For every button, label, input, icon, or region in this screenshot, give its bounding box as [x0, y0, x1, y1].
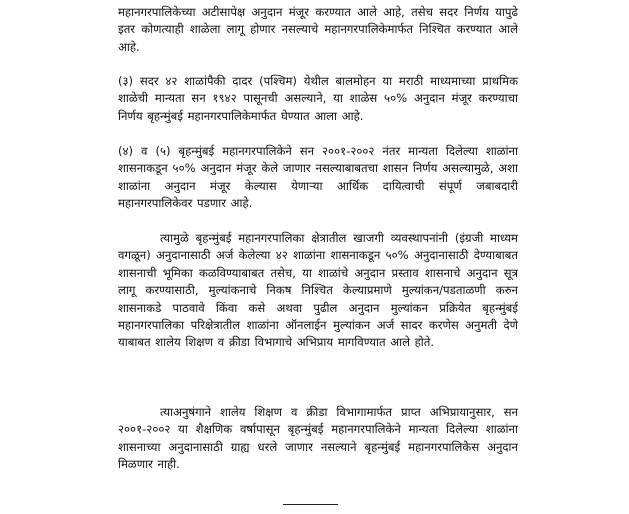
- end-of-text-rule: [283, 504, 338, 505]
- paragraph-request: त्यामुळे बृहन्मुंबई महानगरपालिका क्षेत्रातील खाजगी व्यवस्थापनांनी (इंग्रजी माध्यम वगळून) अनुदानासाठी अर्ज केलेल्या ४२ शाळांना शासनाकडून ५०% अनुदानासाठी देण्याबाबत शासनाची भूमिका कळविण्याबाबत तसेच, या शाळांचे अनुदान प्रस्ताव शासनाचे अनुदान सूत्र लागू करण्यासाठी, मुल्यांकनाचे निकष निश्चित केल्याप्रमाणे मुल्यांकन/पडताळणी करुन शासनाकडे पाठवावे किंवा कसे अथवा पुढील अनुदान मुल्यांकन प्रक्रियेत बृहन्मुंबई महानगरपालिका परिक्षेत्रातील शाळांना ऑनलाईन मुल्यांकन अर्ज सादर करणेस अनुमती देणे याबाबत शालेय शिक्षण व क्रीडा विभागाचे अभिप्राय मागविण्यात आले होते.: [118, 231, 519, 350]
- paragraph-point-3: (३) सदर ४२ शाळांपैकी दादर (पश्चिम) येथील बालमोहन या मराठी माध्यमाच्या प्राथमिक शाळेची मान्यता सन १९४२ पासूनची असल्याने, या शाळेस ५०% अनुदान मंजूर करण्याचा निर्णय बृहन्मुंबई महानगरपालिकेमार्फत घेण्यात आला आहे.: [118, 74, 518, 123]
- paragraph-points-4-5: (४) व (५) बृहन्मुंबई महानगरपालिकेने सन २००१-२००२ नंतर मान्यता दिलेल्या शाळांना शासनाकडून ५०% अनुदान मंजूर केले जाणार नसल्याबाबतचा शासन निर्णय असल्यामुळे, अशा शाळांना अनुदान मंजूर केल्यास येणाऱ्या आर्थिक दायित्वाची संपूर्ण जबाबदारी महानगरपालिकेवर पडणार आहे.: [118, 144, 518, 211]
- paragraph-conclusion: त्याअनुषंगाने शालेय शिक्षण व क्रीडा विभागामार्फत प्राप्त अभिप्रायानुसार, सन २००१-२००२ या शैक्षणिक वर्षापासून बृहन्मुंबई महानगरपालिकेने मान्यता दिलेल्या शाळांना शासनाच्या अनुदानासाठी ग्राह्य धरले जाणार नसल्याने बृहन्मुंबई महानगरपालिकेस अनुदान मिळणार नाही.: [118, 405, 518, 472]
- paragraph-continuation: महानगरपालिकेच्या अटीसापेक्ष अनुदान मंजूर करण्यात आले आहे, तसेच सदर निर्णय यापुढे इतर कोणत्याही शाळेला लागू होणार नसल्याचे महानगरपालिकेमार्फत निश्चित करण्यात आले आहे.: [118, 5, 518, 54]
